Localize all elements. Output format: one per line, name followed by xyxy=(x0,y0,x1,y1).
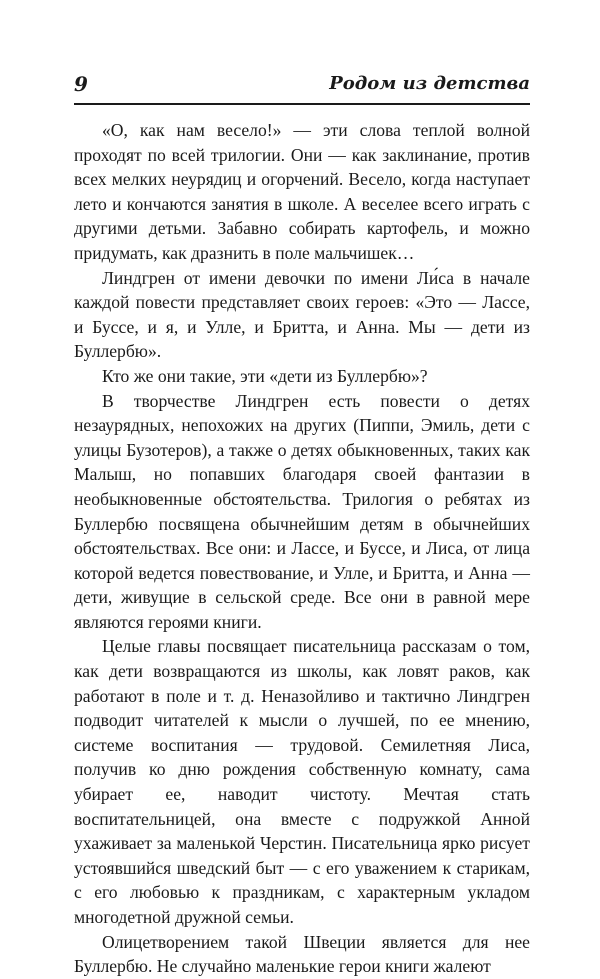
paragraph-4: В творчестве Линдгрен есть повести о детях незаурядных, непохожих на других (Пиппи, Эмиль, дети с улицы Бузотеров), а также о детях обыкновенных, таких как Малыш, но попавших благодаря своей фантазии в необыкновенные обстоятельства. Трилогия о ребятах из Буллербю посвящена обычнейшим детям в обычнейших обстоятельствах. Все они: и Лассе, и Буссе, и Лиса, от лица которой ведется повествование, и Улле, и Бритта, и Анна — дети, живущие в сельской среде. Все они в равной мере являются героями книги. xyxy=(74,390,530,632)
body-text xyxy=(74,118,530,979)
header-rule xyxy=(74,103,530,105)
paragraph-5: Целые главы посвящает писательница рассказам о том, как дети возвращаются из школы, как ловят раков, как работают в поле и т. д. Неназойливо и тактично Линдгрен подводит читателей к мысли о лучшей, по ее мнению, системе воспитания — трудовой. Семилетняя Лиса, получив ко дню рождения собственную комнату, сама убирает ее, наводит чистоту. Мечтая стать воспитательницей, она вместе с подружкой Анной ухаживает за маленькой Черстин. Писательница ярко рисует устоявшийся шведский быт — с его уважением к старикам, с его любовью к праздникам, с характерным укладом многодетной дружной семьи. xyxy=(74,636,530,927)
page-header xyxy=(74,72,530,98)
paragraph-6: Олицетворением такой Швеции является для нее Буллербю. Не случайно маленькие герои книги жалеют xyxy=(74,931,530,977)
paragraph-1: «О, как нам весело!» — эти слова теплой волной проходят по всей трилогии. Они — как заклинание, против всех мелких неурядиц и огорчений. Весело, когда наступает лето и кончаются занятия в школе. А веселее всего играть с другими детьми. Забавно собирать картофель, и можно придумать, как дразнить в поле мальчишек… xyxy=(74,120,530,263)
page-number: 9 xyxy=(74,72,88,96)
running-title: Родом из детства xyxy=(329,73,530,94)
paragraph-2: Линдгрен от имени девочки по имени Ли́са в начале каждой повести представляет своих героев: «Это — Лассе, и Буссе, и я, и Улле, и Бритта, и Анна. Мы — дети из Буллербю». xyxy=(74,267,530,362)
paragraph-3: Кто же они такие, эти «дети из Буллербю»? xyxy=(102,365,428,386)
